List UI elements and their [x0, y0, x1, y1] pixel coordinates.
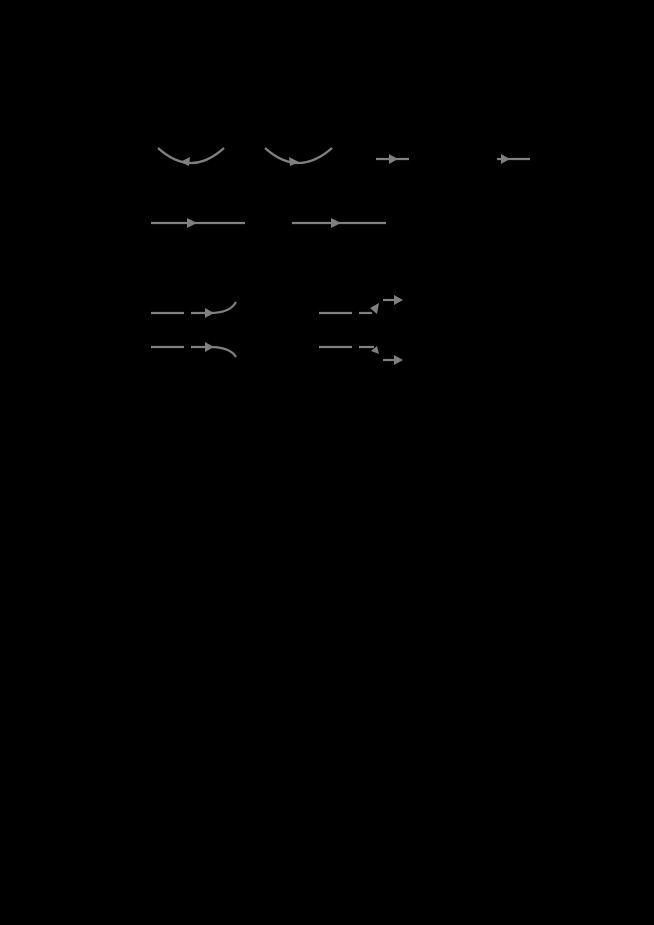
arrowhead-icon	[331, 218, 341, 228]
split-curve-down	[151, 342, 236, 357]
long-arrow-2	[292, 218, 386, 228]
arc-right-arrow	[265, 148, 332, 166]
arrowhead-icon	[205, 342, 214, 352]
short-arrow-1	[376, 154, 409, 164]
arrowhead-left-icon	[180, 157, 190, 166]
arrowhead-right-icon	[289, 157, 299, 166]
arrowhead-icon	[187, 218, 197, 228]
split-kink-up	[319, 295, 403, 314]
long-arrow-1	[151, 218, 245, 228]
arc-left-arrow	[158, 148, 224, 166]
split-curve-up	[151, 302, 236, 318]
short-arrow-2	[497, 154, 530, 164]
split-kink-down	[319, 346, 403, 365]
arrowhead-icon	[205, 308, 214, 318]
arrowhead-icon	[394, 355, 403, 365]
arrowhead-icon	[394, 295, 403, 305]
arrowhead-icon	[389, 154, 398, 164]
arrowhead-icon	[501, 154, 510, 164]
